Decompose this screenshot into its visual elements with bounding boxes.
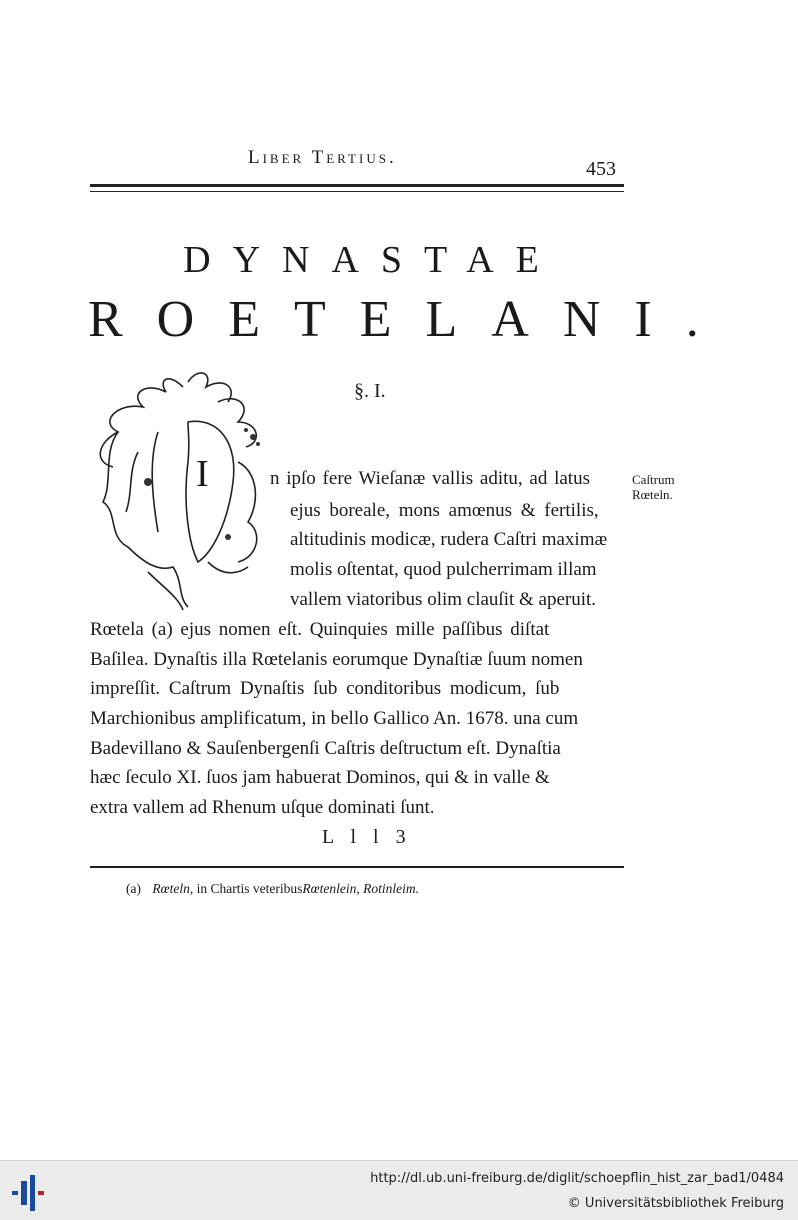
viewer-footer: [0, 1160, 798, 1220]
footnote-separator: ,: [356, 881, 364, 896]
page-number: 453: [586, 158, 616, 180]
footnote-lemma: Rœteln: [152, 881, 190, 896]
library-logo-icon[interactable]: [10, 1173, 50, 1213]
body-line-12: extra vallem ad Rhenum uſque dominati ſunt.: [90, 797, 435, 818]
title-line-1: DYNASTAE: [183, 239, 561, 281]
body-line-7: Baſilea. Dynaſtis illa Rœtelanis eorumque Dynaſtiæ ſuum nomen: [90, 649, 583, 670]
running-title: Liber Tertius.: [248, 147, 397, 168]
body-line-8: impreſſit. Caſtrum Dynaſtis ſub conditoribus modicum, ſub: [90, 678, 560, 699]
footnote-text: , in Chartis veteribus: [189, 881, 303, 896]
body-line-11: hæc ſeculo XI. ſuos jam habuerat Dominos, qui & in valle &: [90, 767, 550, 788]
permalink-url[interactable]: http://dl.ub.uni-freiburg.de/diglit/schoepflin_hist_zar_bad1/0484: [370, 1171, 784, 1186]
footnote: [126, 881, 419, 897]
header-rule-thick: [90, 184, 624, 187]
body-line-4: molis oſtentat, quod pulcherrimam illam: [290, 559, 597, 580]
body-line-9: Marchionibus amplificatum, in bello Gallico An. 1678. una cum: [90, 708, 579, 729]
body-line-1: n ipſo fere Wieſanæ vallis aditu, ad latus: [270, 468, 590, 489]
header-rule-thin: [90, 191, 624, 192]
body-line-5: vallem viatoribus olim clauſit & aperuit.: [290, 589, 597, 610]
body-line-6: Rœtela (a) ejus nomen eſt. Quinquies mille paſſibus diſtat: [90, 619, 550, 640]
signature-mark: L l l 3: [322, 826, 412, 848]
body-line-10: Badevillano & Sauſenbergenſi Caſtris deſtructum eſt. Dynaſtia: [90, 738, 561, 759]
footnote-rule: [90, 866, 624, 868]
margin-note: [632, 472, 675, 502]
body-line-2: ejus boreale, mons amœnus & fertilis,: [290, 500, 599, 521]
footnote-marker: (a): [126, 881, 141, 896]
body-line-3: altitudinis modicæ, rudera Caſtri maximæ: [290, 529, 608, 550]
margin-note-line-1: Caſtrum: [632, 472, 675, 487]
copyright-notice: © Universitätsbibliothek Freiburg: [567, 1196, 784, 1211]
title-line-2: ROETELANI.: [88, 291, 733, 348]
footnote-variant-1: Rœtenlein: [302, 881, 357, 896]
ornamental-initial-icon: [88, 362, 272, 612]
margin-note-line-2: Rœteln.: [632, 487, 673, 502]
footnote-variant-2: Rotinleim.: [363, 881, 419, 896]
section-mark: §. I.: [354, 380, 386, 402]
drop-initial: I: [196, 453, 209, 495]
